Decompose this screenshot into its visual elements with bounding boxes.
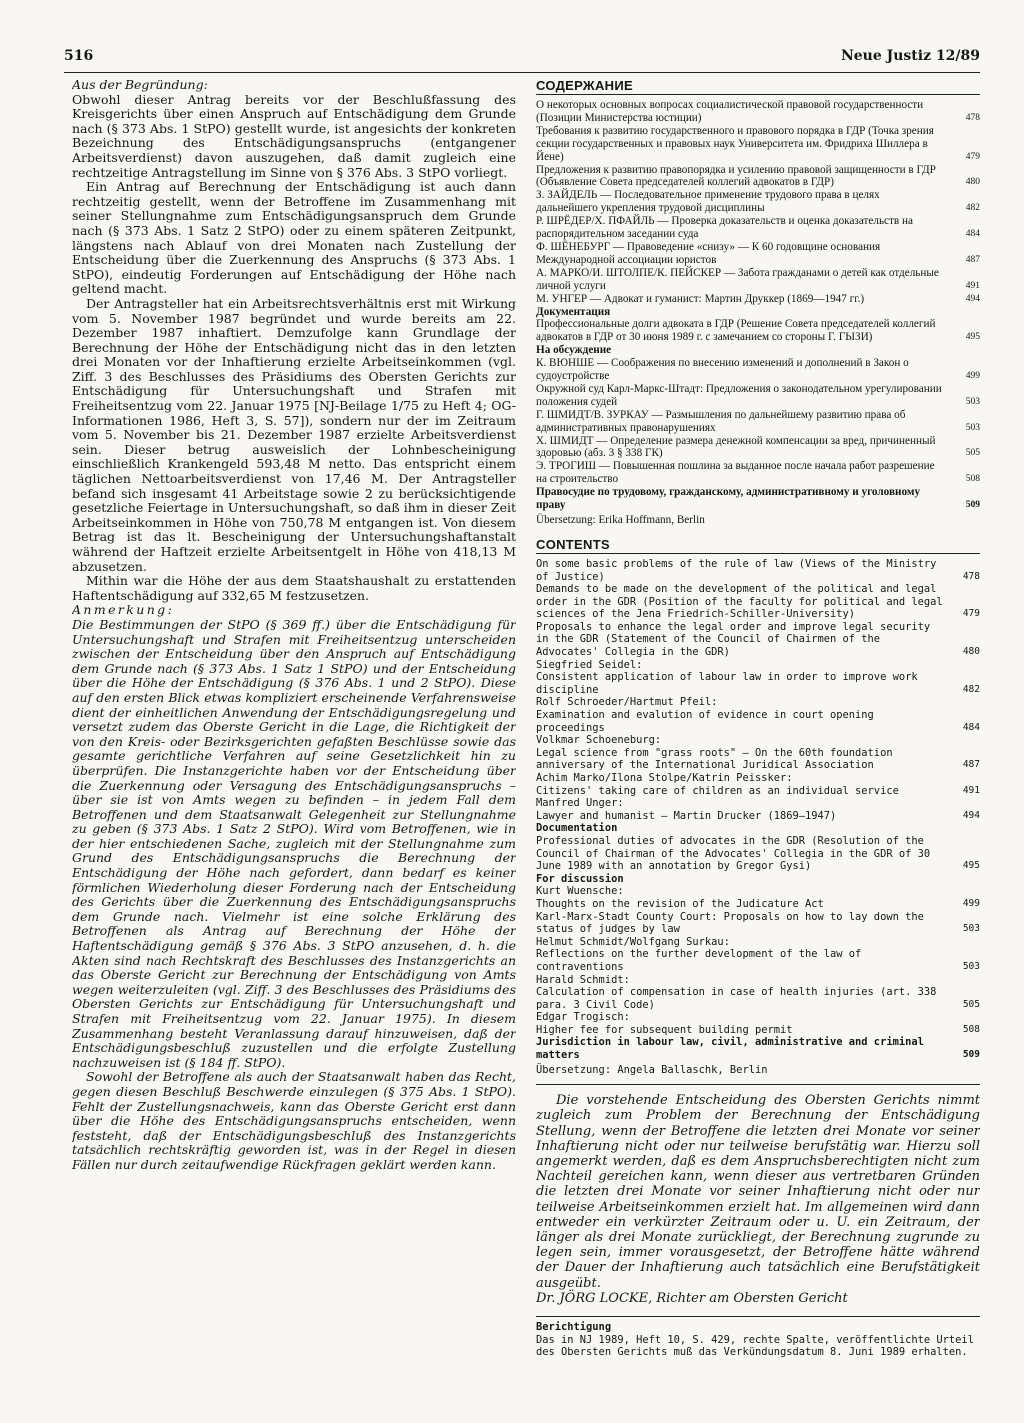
toc-en-entry-page: 491 [962,784,980,796]
page-number: 516 [64,48,94,64]
toc-en-entry [536,911,980,936]
toc-en-entry-page: 503 [962,923,980,935]
toc-ru-entry [536,409,980,435]
toc-en-entry [536,1024,980,1037]
toc-ru-entry-text: Р. ШРЁДЕР/Х. ПФАЙЛЬ — Проверка доказательств и оценка доказательств на распорядительном заседании суда [536,215,913,241]
toc-en-entry [536,797,980,810]
toc-ru-entry [536,486,980,512]
toc-ru-entry-page: 503 [965,396,980,407]
toc-en-entry [536,822,980,835]
decision-reasoning-column [72,78,516,1376]
toc-en-entry [536,709,980,734]
toc-ru-entry-page: 479 [965,151,980,162]
toc-en-entry-page: 487 [962,759,980,771]
toc-en-entry-text: Harald Schmidt: [536,973,630,986]
toc-en-entry [536,583,980,621]
toc-en-credit: Übersetzung: Angela Ballaschk, Berlin [536,1063,768,1076]
toc-ru-title: СОДЕРЖАНИЕ [536,78,980,95]
toc-en-entry [536,986,980,1011]
toc-en-entry-text: Examination and evalution of evidence in court opening proceedings [536,709,874,734]
reasoning-paragraph-2: Ein Antrag auf Berechnung der Entschädigung ist auch dann rechtzeitig gestellt, wenn der Betroffene im Zusammenhang mit seiner Stellungnahme zum Entschädigungsanspruch dem Grunde nach (§ 373 Abs. 1 Satz 2 StPO) oder zu einem späteren Zeitpunkt, längstens nach Ablauf von drei Monaten nach Zustellung der Entscheidung über die Zuerkennung des Anspruchs (§ 373 Abs. 1 StPO), eindeutig Forderungen auf Entschädigung der Höhe nach geltend macht. [72,179,516,297]
toc-en-entry-text: Kurt Wuensche: [536,885,624,898]
toc-ru-entry-page: 495 [965,332,980,343]
toc-ru-entry [536,189,980,215]
toc-en-entry-text: For discussion [536,872,624,885]
toc-ru-entry-page: 503 [965,422,980,433]
toc-en-entry-page: 478 [962,570,980,582]
toc-ru-entry-page: 478 [965,112,980,123]
toc-ru-entry [536,344,980,357]
toc-en-entry-page: 503 [962,960,980,972]
toc-en-entry [536,558,980,583]
toc-en-entry-page: 499 [962,897,980,909]
toc-en-entry-text: Siegfried Seidel: [536,658,643,671]
toc-en-entry-text: Proposals to enhance the legal order and improve legal security in the GDR (Statement of the Council of Chairmen of the Advocates' Collegia in the GDR) [536,620,931,659]
reasoning-paragraph-3: Der Antragsteller hat ein Arbeitsrechtsverhältnis erst mit Wirkung vom 5. November 1987 begründet und wurde bereits am 22. Dezember 1987 inhaftiert. Demzufolge kann Grundlage der Berechnung der Höhe der Entschädigung nicht das in den letzten drei Monaten vor der Inhaftierung erzielte Arbeitseinkommen (vgl. Ziff. 3 des Beschlusses des Präsidiums des Obersten Gerichts zur Entschädigung für Untersuchungshaft und Strafen mit Freiheitsentzug vom 22. Januar 1975 [NJ-Beilage 1/75 zu Heft 4; OG-Informationen 1986, Heft 3, S. 57]), sondern nur der im Zeitraum vom 5. November bis 21. Dezember 1987 erzielte Arbeitsverdienst sein. Dieser betrug ausweislich der Lohnbescheinigung einschließlich Krankengeld 593,48 M netto. Das entspricht einem täglichen Nettoarbeitsverdienst von 17,46 M. Der Antragsteller befand sich insgesamt 41 Arbeitstage sowie 2 zu berücksichtigende gesetzliche Feiertage in Untersuchungshaft, so daß ihm in dieser Zeit Arbeitseinkommen in Höhe von 750,78 M entgangen ist. Von diesem Betrag ist das lt. Bescheinigung der Untersuchungshaftanstalt während der Haftzeit erzielte Arbeitsentgelt in Höhe von 418,13 M abzusetzen. [72,295,516,574]
toc-en-entry-text: Karl-Marx-Stadt County Court: Proposals on how to lay down the status of judges by law [536,910,924,936]
toc-en-entry [536,734,980,747]
comment-text: Die vorstehende Entscheidung des Obersten Gerichts nimmt zugleich zum Problem der Berechnung der Entschädigung Stellung, wenn der Betroffene die letzten drei Monate vor seiner Inhaftierung nicht oder nur teilweise berufstätig war. Hierzu soll angemerkt werden, daß es dem Anspruchsberechtigten nicht zum Nachteil gereichen kann, wenn dieser aus vertretbaren Gründen die letzten drei Monate vor seiner Inhaftierung nicht oder nur teilweise Arbeitseinkommen erzielt hat. Im allgemeinen wird dann entweder ein verkürzter Zeitraum oder u. U. ein Zeitraum, der länger als drei Monate zurückliegt, der Berechnung zugrunde zu legen sein, immer vorausgesetzt, der Betroffene hätte während der Dauer der Inhaftierung auch tatsächlich eine Berufstätigkeit ausgeübt. [536,1093,980,1291]
correction-text: Das in NJ 1989, Heft 10, S. 429, rechte Spalte, veröffentlichte Urteil des Obersten Gerichts muß das Verkündungsdatum 8. Juni 1989 erhalten. [536,1333,974,1359]
toc-ru-entry-page: 494 [965,293,980,304]
toc-en-entry [536,621,980,659]
toc-en-entry [536,873,980,886]
toc-en-entry-text: Citizens' taking care of children as an individual service [536,784,899,797]
toc-en-entry-text: Achim Marko/Ilona Stolpe/Katrin Peissker: [536,772,793,784]
toc-en-entry [536,696,980,709]
journal-issue: Neue Justiz 12/89 [840,48,980,64]
toc-ru-entry [536,241,980,267]
toc-ru-entry [536,357,980,383]
toc-ru-entry [536,164,980,190]
toc-ru-entry-text: О некоторых основных вопросах социалистической правовой государственности (Позиции Министерства юстиции) [536,99,924,124]
toc-en-entry-text: Consistent application of labour law in order to improve work discipline [536,671,918,696]
toc-en-entry [536,659,980,672]
toc-en-entry [536,1036,980,1061]
toc-en-entry-text: Legal science from "grass roots" — On the 60th foundation anniversary of the International Juridical Association [536,746,893,772]
toc-ru-entry-text: Требования к развитию государственного и правового порядка в ГДР (Точка зрения секции государственных и правовых наук Университета им. Фридриха Шиллера в Йене) [536,124,934,163]
contents-column [536,78,980,1378]
toc-ru-entry-text: Профессиональные долги адвоката в ГДР (Решение Совета председателей коллегий адвокатов в ГДР от 30 июня 1989 г. с замечанием со стороны Г. ГЫЗИ) [536,318,936,344]
toc-ru-entry [536,383,980,409]
toc-ru-entry [536,125,980,164]
editorial-comment [536,1084,980,1306]
toc-ru-entry-text: Г. ШМИДТ/В. ЗУРКАУ — Размышления по дальнейшему развитию права об административных правонарушениях [536,408,906,434]
toc-en-title: CONTENTS [536,537,980,554]
toc-ru-entry [536,435,980,461]
toc-en-entry-page: 479 [962,608,980,620]
toc-en-entry-text: Higher fee for subsequent building permit [536,1023,793,1036]
toc-ru-entry [536,99,980,125]
toc-ru-entry-page: 480 [965,177,980,188]
toc-en-entry-text: Calculation of compensation in case of health injuries (art. 338 para. 3 Civil Code) [536,986,937,1011]
toc-en-entry-page: 495 [962,860,980,872]
toc-en-entry-text: Demands to be made on the development of the political and legal order in the GDR (Position of the faculty for political and legal sciences of the Jena Friedrich-Schiller-University) [536,583,943,621]
comment-signature: Dr. JÖRG LOCKE, Richter am Obersten Gericht [536,1290,848,1306]
toc-ru-entry-text: Э. ТРОГИШ — Повышенная пошлина за выданное после начала работ разрешение на строительство [536,460,935,486]
toc-ru-entry-page: 484 [965,229,980,240]
toc-en-entry-text: Jurisdiction in labour law, civil, administrative and criminal matters [536,1036,924,1062]
toc-en-entry [536,974,980,987]
toc-en-entry-text: Rolf Schroeder/Hartmut Pfeil: [536,696,718,709]
note-paragraph-2: Sowohl der Betroffene als auch der Staatsanwalt haben das Recht, gegen diesen Beschluß Beschwerde einzulegen (§ 375 Abs. 1 StPO). Fehlt der Zustellungsnachweis, kann das Oberste Gericht erst dann über die Höhe des Entschädigungsanspruchs entscheiden, wenn feststeht, daß der Entschädigungsbeschluß des Instanzgerichts tatsächlich rechtskräftig geworden ist, was in der Regel in diesen Fällen nur durch zeitaufwendige Rückfragen geklärt werden kann. [72,1069,516,1172]
toc-en-entry-page: 484 [962,721,980,733]
toc-ru-entry-text: М. УНГЕР — Адвокат и гуманист: Мартин Друккер (1869—1947 гг.) [536,292,865,305]
reasoning-paragraph-4: Mithin war die Höhe der aus dem Staatshaushalt zu erstattenden Haftentschädigung auf 332,65 M festzusetzen. [72,573,516,603]
toc-en-entry [536,772,980,785]
toc-en-entry [536,785,980,798]
toc-en-entry-text: On some basic problems of the rule of law (Views of the Ministry of Justice) [536,557,937,583]
toc-ru-list [536,99,980,512]
toc-en-entry-page: 480 [962,646,980,658]
toc-en-list [536,558,980,1062]
toc-en-entry [536,671,980,696]
toc-en-entry-text: Documentation [536,822,618,835]
toc-en-entry-page: 482 [962,683,980,695]
toc-ru-entry-text: Правосудие по трудовому, гражданскому, административному и уголовному праву [536,486,921,512]
toc-ru-entry-text: А. МАРКО/И. ШТОЛПЕ/К. ПЕЙСКЕР — Забота гражданами о детей как отдельные личной услуги [536,266,939,292]
toc-en-entry-text: Manfred Unger: [536,797,624,810]
toc-ru-entry-page: 509 [965,500,980,511]
toc-en-entry [536,747,980,772]
page-header [64,46,980,73]
toc-en-entry-page: 509 [962,1049,980,1061]
toc-ru-entry-page: 499 [965,371,980,382]
toc-ru-entry-page: 482 [965,203,980,214]
toc-ru-entry [536,267,980,293]
correction-notice [536,1316,980,1359]
toc-en-entry [536,885,980,898]
toc-en-entry-page: 508 [962,1023,980,1035]
toc-en-entry [536,936,980,949]
reasoning-title: Aus der Begründung: [72,78,208,92]
toc-en-entry-text: Professional duties of advocates in the GDR (Resolution of the Council of Chairman of the Advocates' Collegia in the GDR of 30 June 1989 with an annotation by Gregor Gysi) [536,834,931,873]
toc-en-entry-page: 505 [962,998,980,1010]
toc-ru-entry-text: Ф. ШЁНЕБУРГ — Правоведение «снизу» — К 60 годовщине основания Международной ассоциации юристов [536,240,881,266]
toc-ru-entry [536,293,980,306]
toc-ru-entry-page: 508 [965,474,980,485]
toc-en-entry [536,810,980,823]
toc-ru-entry-text: Окружной суд Карл-Маркс-Штадт: Предложения о законодательном урегулировании положения судей [536,382,942,408]
toc-ru-credit: Übersetzung: Erika Hoffmann, Berlin [536,514,705,526]
toc-en-entry-text: Lawyer and humanist — Martin Drucker (1869—1947) [536,809,837,822]
toc-ru-entry-text: К. ВЮНШЕ — Соображения по внесению изменений и дополнений в Закон о судоустройстве [536,357,909,383]
toc-ru-entry-text: Х. ШМИДТ — Определение размера денежной компенсации за вред, причиненный здоровью (абз. 3 § 338 ГК) [536,434,936,460]
toc-ru-entry-text: Предложения к развитию правопорядка и усилению правовой защищенности в ГДР (Объявление Совета председателей коллегий адвокатов в ГДР) [536,163,936,189]
toc-ru-entry-page: 487 [965,254,980,265]
toc-en-entry-text: Volkmar Schoeneburg: [536,734,662,747]
toc-ru-entry-text: З. ЗАЙДЕЛЬ — Последовательное применение трудового права в целях дальнейшего укрепления трудовой дисциплины [536,189,880,215]
toc-en-entry-text: Thoughts on the revision of the Judicature Act [536,897,824,910]
reasoning-paragraph-1: Obwohl dieser Antrag bereits vor der Beschlußfassung des Kreisgerichts über einen Anspruch auf Entschädigung dem Grunde nach (§ 373 Abs. 1 StPO) gestellt wurde, ist angesichts der konkreten Bezeichnung des Entschädigungsanspruchs (entgangener Arbeitsverdienst) davon auszugehen, daß damit zugleich eine rechtzeitige Antragstellung im Sinne von § 376 Abs. 3 StPO vorliegt. [72,91,516,180]
toc-en-entry-text: Reflections on the further development of the law of contraventions [536,948,862,973]
toc-en-entry [536,1011,980,1024]
toc-ru-entry [536,318,980,344]
note-paragraph-1: Die Bestimmungen der StPO (§ 369 ff.) über die Entschädigung für Untersuchungshaft und Strafen mit Freiheitsentzug unterscheiden zwischen der Entscheidung über den Anspruch auf Entschädigung dem Grunde nach (§ 373 Abs. 1 Satz 1 StPO) und der Entscheidung über die Höhe der Entschädigung (§ 376 Abs. 1 und 2 StPO). Diese auf den ersten Blick etwas kompliziert erscheinende Verfahrensweise dient der einheitlichen Anwendung der Entschädigungsregelung und versetzt zudem das Oberste Gericht in die Lage, die Richtigkeit der von den Kreis- oder Bezirksgerichten gefaßten Beschlüsse sowie das gesamte gerichtliche Verfahren auf seine Gesetzlichkeit hin zu überprüfen. Die Instanzgerichte haben vor der Entscheidung über die Zuerkennung oder Versagung des Entschädigungsanspruchs – über sie ist von Amts wegen zu befinden – in jedem Fall dem Betroffenen und dem Staatsanwalt Gelegenheit zur Stellungnahme zu geben (§ 373 Abs. 1 Satz 2 StPO). Wird vom Betroffenen, wie in der hier entschiedenen Sache, zugleich mit der Stellungnahme zum Grund des Entschädigungsanspruchs die Berechnung der Entschädigung der Höhe nach gefordert, dann bedarf es keiner förmlichen Wiederholung dieser Forderung nach der Entscheidung des Gerichts über die Zuerkennung des Entschädigungsanspruchs dem Grunde nach. Vielmehr ist eine solche Erklärung des Betroffenen als Antrag auf Berechnung der Höhe der Haftentschädigung gemäß § 376 Abs. 3 StPO anzusehen, d. h. die Akten sind nach Rechtskraft des Beschlusses des Instanzgerichts an das Oberste Gericht zur Berechnung der Entschädigung von Amts wegen weiterzuleiten (vgl. Ziff. 3 des Beschlusses des Präsidiums des Obersten Gerichts zur Entschädigung für Untersuchungshaft und Strafen mit Freiheitsentzug vom 22. Januar 1975). In diesem Zusammenhang besteht Veranlassung darauf hinzuweisen, daß der Entschädigungsbeschluß zuzustellen und die erfolgte Zustellung nachzuweisen ist (§ 184 ff. StPO). [72,616,516,1070]
correction-label: Berichtigung [536,1321,612,1334]
toc-en-entry-text: Edgar Trogisch: [536,1011,630,1024]
toc-ru-entry [536,215,980,241]
toc-ru-entry-text: На обсуждение [536,344,612,357]
toc-en-entry [536,948,980,973]
toc-en-entry [536,835,980,873]
toc-ru-entry-page: 505 [965,448,980,459]
toc-en-entry-page: 494 [962,809,980,821]
toc-ru-entry [536,460,980,486]
toc-ru-entry-text: Документация [536,305,611,318]
toc-en-entry-text: Helmut Schmidt/Wolfgang Surkau: [536,935,730,948]
toc-ru-entry-page: 491 [965,280,980,291]
note-heading: Anmerkung: [72,602,175,618]
toc-ru-entry [536,306,980,319]
toc-en-entry [536,898,980,911]
